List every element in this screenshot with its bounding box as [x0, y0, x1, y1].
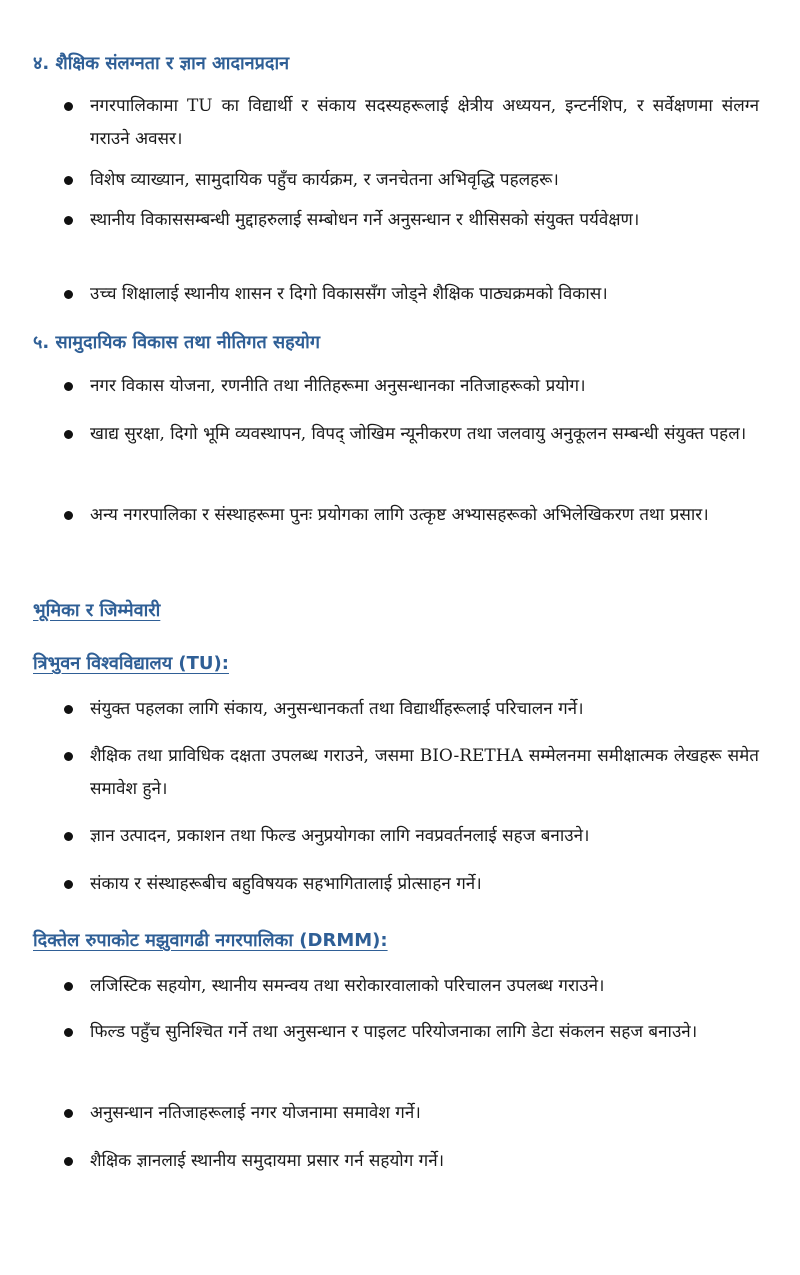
- bullet-icon: [64, 102, 73, 111]
- bullet-icon: [64, 511, 73, 520]
- section-heading-academic-engagement: ४. शैक्षिक संलग्नता र ज्ञान आदानप्रदान: [33, 53, 290, 74]
- section-heading-community-development: ५. सामुदायिक विकास तथा नीतिगत सहयोग: [33, 332, 320, 353]
- bullet-icon: [64, 382, 73, 391]
- bullet-icon: [64, 430, 73, 439]
- list-item: शैक्षिक तथा प्राविधिक दक्षता उपलब्ध गराउने, जसमा BIO-RETHA सम्मेलनमा समीक्षात्मक लेखहरू समेत समावेश हुने।: [64, 740, 759, 806]
- section-heading-drmm: दिक्तेल रुपाकोट मझुवागढी नगरपालिका (DRMM):: [33, 930, 388, 951]
- list-item: फिल्ड पहुँच सुनिश्चित गर्ने तथा अनुसन्धान र पाइलट परियोजनाका लागि डेटा संकलन सहज बनाउने।: [64, 1016, 759, 1049]
- bullet-icon: [64, 880, 73, 889]
- list-item: संयुक्त पहलका लागि संकाय, अनुसन्धानकर्ता तथा विद्यार्थीहरूलाई परिचालन गर्ने।: [64, 693, 759, 726]
- list-item: स्थानीय विकाससम्बन्धी मुद्दाहरुलाई सम्बोधन गर्ने अनुसन्धान र थीसिसको संयुक्त पर्यवेक्षण।: [64, 204, 759, 237]
- section-heading-roles: भूमिका र जिम्मेवारी: [33, 600, 161, 621]
- bullet-icon: [64, 752, 73, 761]
- list-item: संकाय र संस्थाहरूबीच बहुविषयक सहभागितालाई प्रोत्साहन गर्ने।: [64, 868, 759, 901]
- bullet-icon: [64, 1157, 73, 1166]
- list-item: ज्ञान उत्पादन, प्रकाशन तथा फिल्ड अनुप्रयोगका लागि नवप्रवर्तनलाई सहज बनाउने।: [64, 820, 759, 853]
- bullet-icon: [64, 1109, 73, 1118]
- list-item: शैक्षिक ज्ञानलाई स्थानीय समुदायमा प्रसार गर्न सहयोग गर्ने।: [64, 1145, 759, 1178]
- bullet-icon: [64, 705, 73, 714]
- bullet-icon: [64, 216, 73, 225]
- list-item: खाद्य सुरक्षा, दिगो भूमि व्यवस्थापन, विपद् जोखिम न्यूनीकरण तथा जलवायु अनुकूलन सम्बन्धी संयुक्त पहल।: [64, 418, 759, 451]
- bullet-icon: [64, 176, 73, 185]
- bullet-icon: [64, 290, 73, 299]
- list-item: लजिस्टिक सहयोग, स्थानीय समन्वय तथा सरोकारवालाको परिचालन उपलब्ध गराउने।: [64, 970, 759, 1003]
- list-item: विशेष व्याख्यान, सामुदायिक पहुँच कार्यक्रम, र जनचेतना अभिवृद्धि पहलहरू।: [64, 164, 759, 197]
- list-item: उच्च शिक्षालाई स्थानीय शासन र दिगो विकाससँग जोड्ने शैक्षिक पाठ्यक्रमको विकास।: [64, 278, 759, 311]
- list-item: अनुसन्धान नतिजाहरूलाई नगर योजनामा समावेश गर्ने।: [64, 1097, 759, 1130]
- section-heading-tu: त्रिभुवन विश्वविद्यालय (TU):: [33, 653, 229, 674]
- list-item: नगर विकास योजना, रणनीति तथा नीतिहरूमा अनुसन्धानका नतिजाहरूको प्रयोग।: [64, 370, 759, 403]
- list-item: नगरपालिकामा TU का विद्यार्थी र संकाय सदस्यहरूलाई क्षेत्रीय अध्ययन, इन्टर्नशिप, र सर्वेक्षणमा संलग्न गराउने अवसर।: [64, 90, 759, 156]
- bullet-icon: [64, 1028, 73, 1037]
- bullet-icon: [64, 982, 73, 991]
- list-item: अन्य नगरपालिका र संस्थाहरूमा पुनः प्रयोगका लागि उत्कृष्ट अभ्यासहरूको अभिलेखिकरण तथा प्रसार।: [64, 499, 759, 532]
- bullet-icon: [64, 832, 73, 841]
